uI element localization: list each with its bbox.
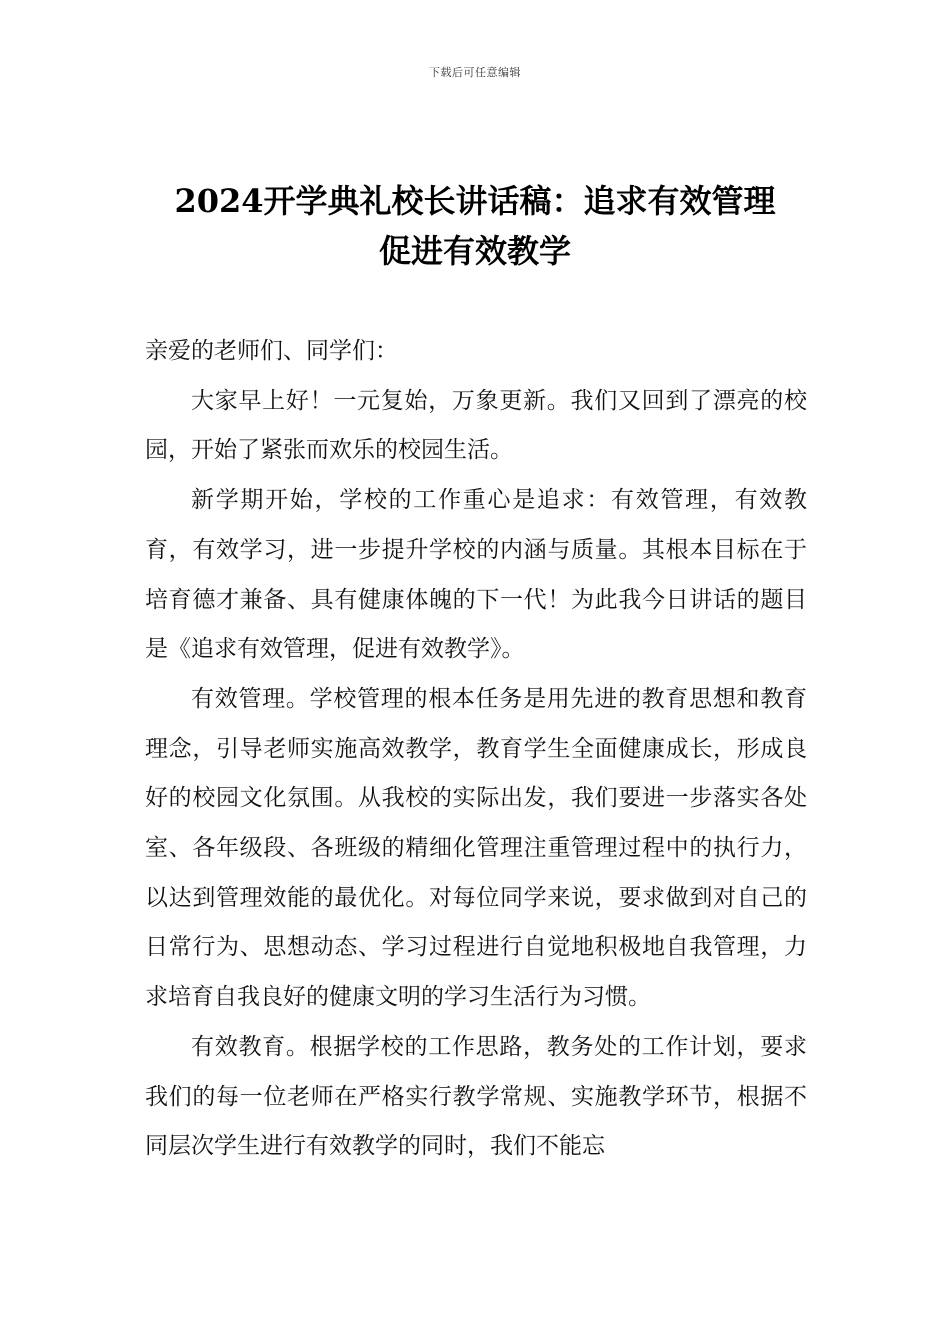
salutation: 亲爱的老师们、同学们：: [145, 338, 398, 364]
paragraph-semester-goals: 新学期开始，学校的工作重心是追求：有效管理，有效教育，有效学习，进一步提升学校的内涵与质量。其根本目标在于培育德才兼备、具有健康体魄的下一代！为此我今日讲话的题目是《追求有效管理，促进有效教学》。: [145, 487, 807, 663]
header-note: 下载后可任意编辑: [429, 66, 521, 79]
title-line-2: 促进有效教学: [378, 232, 571, 270]
paragraph-effective-education: 有效教育。根据学校的工作思路，教务处的工作计划，要求我们的每一位老师在严格实行教学常规、实施教学环节，根据不同层次学生进行有效教学的同时，我们不能忘: [145, 1033, 807, 1160]
paragraph-greeting: 大家早上好！一元复始，万象更新。我们又回到了漂亮的校园，开始了紧张而欢乐的校园生活。: [145, 387, 807, 464]
document-title: [120, 176, 830, 276]
title-line-1: 2024开学典礼校长讲话稿：追求有效管理: [174, 182, 776, 220]
document-body: [145, 327, 807, 1172]
paragraph-effective-management: 有效管理。学校管理的根本任务是用先进的教育思想和教育理念，引导老师实施高效教学，教育学生全面健康成长，形成良好的校园文化氛围。从我校的实际出发，我们要进一步落实各处室、各年级段、各班级的精细化管理注重管理过程中的执行力，以达到管理效能的最优化。对每位同学来说，要求做到对自己的日常行为、思想动态、学习过程进行自觉地积极地自我管理，力求培育自我良好的健康文明的学习生活行为习惯。: [145, 685, 807, 1011]
